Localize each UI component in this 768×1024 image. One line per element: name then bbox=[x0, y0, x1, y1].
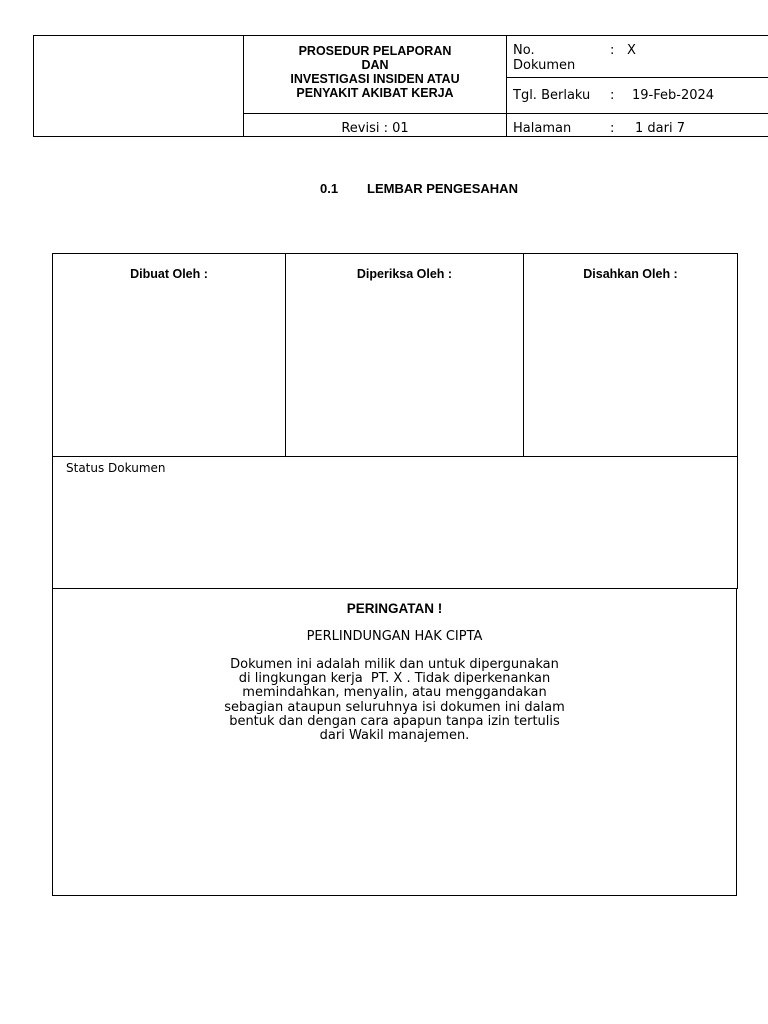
warning-body-line: Dokumen ini adalah milik dan untuk dipergunakan bbox=[230, 657, 559, 672]
document-title-line: INVESTIGASI INSIDEN ATAU bbox=[290, 72, 460, 86]
warning-body-line: dari Wakil manajemen. bbox=[319, 728, 470, 744]
section-title: LEMBAR PENGESAHAN bbox=[367, 181, 518, 196]
approval-table bbox=[52, 253, 738, 589]
approval-divider-2 bbox=[523, 253, 524, 457]
document-title-line: DAN bbox=[361, 58, 389, 72]
approval-divider-1 bbox=[285, 253, 286, 457]
header-row-line-2 bbox=[243, 113, 768, 114]
document-title-line: PROSEDUR PELAPORAN bbox=[298, 44, 452, 58]
page-label: Halaman bbox=[513, 121, 572, 136]
approved-by-heading: Disahkan Oleh : bbox=[583, 267, 678, 281]
doc-number-label: No. Dokumen bbox=[513, 43, 576, 73]
document-title bbox=[244, 44, 506, 100]
header-row-line-1 bbox=[506, 77, 768, 78]
warning-title: PERINGATAN ! bbox=[346, 601, 443, 616]
doc-number-colon: : bbox=[610, 43, 615, 58]
effective-date-colon: : bbox=[610, 88, 615, 103]
warning-body-line: memindahkan, menyalin, atau menggandakan bbox=[242, 685, 547, 701]
warning-body-line: bentuk dan dengan cara apapun tanpa izin tertulis bbox=[229, 713, 560, 729]
document-title-line: PENYAKIT AKIBAT KERJA bbox=[296, 86, 454, 100]
page-colon: : bbox=[610, 121, 615, 136]
warning-subtitle: PERLINDUNGAN HAK CIPTA bbox=[306, 629, 483, 644]
checked-by-heading: Diperiksa Oleh : bbox=[356, 267, 453, 281]
revision-label: Revisi : 01 bbox=[341, 121, 409, 136]
effective-date-value: 19-Feb-2024 bbox=[632, 88, 715, 103]
document-status-label: Status Dokumen bbox=[66, 461, 166, 475]
approval-row-line bbox=[52, 456, 738, 457]
effective-date-label: Tgl. Berlaku bbox=[513, 88, 591, 103]
warning-body-line: sebagian ataupun seluruhnya isi dokumen ini dalam bbox=[224, 699, 565, 715]
header-divider-meta bbox=[506, 35, 507, 137]
section-number: 0.1 bbox=[320, 181, 339, 196]
made-by-heading: Dibuat Oleh : bbox=[130, 267, 208, 281]
page-number-value: 1 dari 7 bbox=[635, 121, 685, 136]
warning-body-line: di lingkungan kerja PT. X . Tidak diperkenankan bbox=[238, 671, 551, 687]
doc-number-value: X bbox=[627, 43, 636, 58]
warning-body bbox=[52, 658, 737, 743]
logo-cell bbox=[34, 36, 243, 136]
